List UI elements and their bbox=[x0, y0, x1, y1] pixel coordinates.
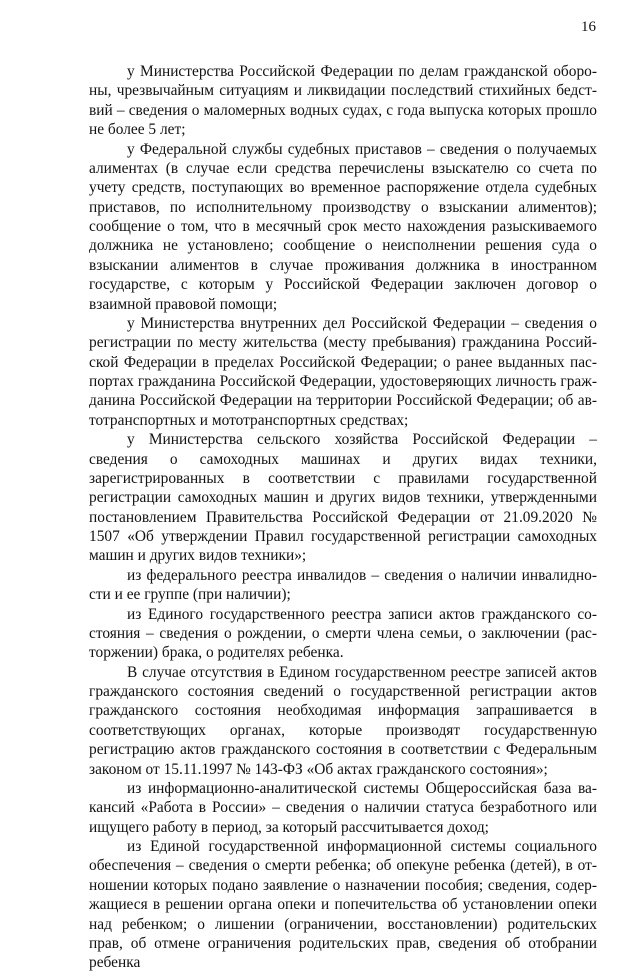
paragraph-job-vacancies-base: из информационно-аналитической системы Общероссийская база вакансий «Работа в России» – сведения о наличии статуса безработного или ищущего работу в период, за который рассчитывается доход; bbox=[89, 779, 597, 836]
paragraph-bailiffs: у Федеральной службы судебных приставов – сведения о получаемых алиментах (в случае если средства перечислены взыскателю со счета по учету средств, поступающих во временное распоряжение отдела судебных приставов, по исполнительному производству о взыскании алиментов); сообщение о том, что в месячный срок место нахождения разыскиваемого должника не установлено; сообщение о неисполнении решения суда о взыскании алиментов в случае проживания должника в иностранном государстве, с которым у Российской Федерации заключен договор о взаимной правовой помощи; bbox=[89, 140, 597, 313]
paragraph-agriculture-ministry: у Министерства сельского хозяйства Российской Федерации – сведения о самоходных машинах и других видах техники, зарегистрированных в соответствии с правилами государственной регистрации самоходных машин и других видов техники, утвержденными постановлением Правительства Российской Федерации от 21.09.2020 № 1507 «Об утверждении Правил государственной регистрации самоходных машин и других видов техники»; bbox=[89, 431, 597, 565]
paragraph-social-security-system: из Единой государственной информационной системы социального обеспечения – сведения о смерти ребенка; об опекуне ребенка (детей), в отношении которых подано заявление о назначении пособия; сведения, содержащиеся в решении органа опеки и попечительства об установлении опеки над ребенком; о лишении (ограничении, восстановлении) родительских прав, об отмене ограничения родительских прав, сведения об отобрании ребенка bbox=[89, 838, 597, 972]
page-number: 16 bbox=[581, 19, 596, 35]
paragraph-civil-registry: из Единого государственного реестра записи актов гражданского состояния – сведения о рождении, о смерти члена семьи, о заключении (расторжении) брака, о родителях ребенка. bbox=[89, 605, 597, 662]
document-body bbox=[89, 62, 597, 973]
paragraph-interior-ministry: у Министерства внутренних дел Российской Федерации – сведения о регистрации по месту жительства (месту пребывания) гражданина Российской Федерации в пределах Российской Федерации; о ранее выданных паспортах гражданина Российской Федерации, удостоверяющих личность гражданина Российской Федерации на территории Российской Федерации; об автотранспортных и мототранспортных средствах; bbox=[89, 314, 597, 429]
paragraph-emercom: у Министерства Российской Федерации по делам гражданской обороны, чрезвычайным ситуациям и ликвидации последствий стихийных бедствий – сведения о маломерных водных судах, с года выпуска которых прошло не более 5 лет; bbox=[89, 63, 597, 139]
paragraph-civil-registry-absence: В случае отсутствия в Едином государственном реестре записей актов гражданского состояния сведений о государственной регистрации актов гражданского состояния необходимая информация запрашивается в соответствующих органах, которые производят государственную регистрацию актов гражданского состояния в соответствии с Федеральным законом от 15.11.1997 № 143-ФЗ «Об актах гражданского состояния»; bbox=[89, 663, 597, 778]
paragraph-disability-registry: из федерального реестра инвалидов – сведения о наличии инвалидности и ее группе (при наличии); bbox=[89, 566, 597, 604]
